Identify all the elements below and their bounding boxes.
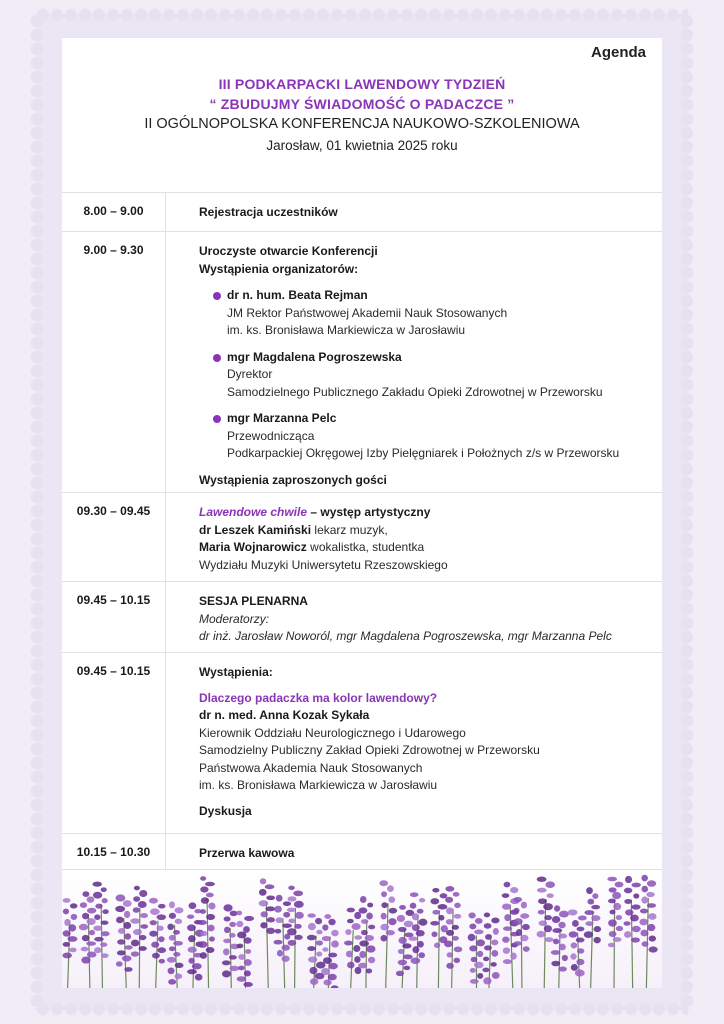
performer-name: Maria Wojnarowicz bbox=[199, 540, 307, 554]
row-content bbox=[166, 582, 662, 654]
row-time: 09.45 – 10.15 bbox=[62, 582, 166, 652]
performance-title: Lawendowe chwile bbox=[199, 505, 308, 519]
row-content bbox=[166, 232, 662, 497]
row-time: 09.30 – 09.45 bbox=[62, 493, 166, 581]
conference-date-place: Jarosław, 01 kwietnia 2025 roku bbox=[266, 138, 458, 153]
scallop-border-left bbox=[30, 14, 44, 1010]
moderators-label: Moderatorzy: bbox=[199, 611, 270, 626]
row-time: 09.45 – 10.15 bbox=[62, 653, 166, 833]
agenda-row bbox=[62, 833, 662, 870]
agenda-row bbox=[62, 192, 662, 231]
agenda-table bbox=[62, 192, 662, 870]
agenda-label: Agenda bbox=[590, 44, 646, 61]
speaker-affiliation: im. ks. Bronisława Markiewicza w Jarosławiu bbox=[227, 323, 466, 337]
row-content bbox=[166, 653, 662, 828]
discussion-label: Dyskusja bbox=[199, 803, 252, 818]
speaker-affiliation: Kierownik Oddziału Neurologicznego i Udarowego bbox=[199, 725, 466, 740]
speaker-name: dr n. hum. Beata Rejman bbox=[227, 288, 368, 302]
speaker-item bbox=[199, 410, 652, 463]
moderators-names: dr inż. Jarosław Noworól, mgr Magdalena Pogroszewska, mgr Marzanna Pelc bbox=[199, 629, 612, 643]
bullet-dot-icon bbox=[213, 415, 221, 423]
scallop-border-bottom bbox=[36, 1002, 688, 1016]
speaker-item bbox=[199, 349, 652, 402]
agenda-page bbox=[62, 38, 662, 988]
agenda-row bbox=[62, 492, 662, 581]
talk-title: Dlaczego padaczka ma kolor lawendowy? bbox=[199, 690, 438, 705]
row-title: Wystąpienia: bbox=[199, 665, 273, 679]
speaker-name: mgr Magdalena Pogroszewska bbox=[227, 349, 402, 364]
speaker-item bbox=[199, 287, 652, 340]
lavender-flowers-image bbox=[62, 870, 662, 988]
speaker-affiliation: im. ks. Bronisława Markiewicza w Jarosławiu bbox=[199, 778, 438, 792]
performer-affiliation: Wydziału Muzyki Uniwersytetu Rzeszowskiego bbox=[199, 557, 448, 572]
performer-line bbox=[199, 539, 652, 557]
event-slogan: “ ZBUDUJMY ŚWIADOMOŚĆ O PADACZCE ” bbox=[209, 96, 515, 112]
speaker-affiliation: Państwowa Akademia Nauk Stosowanych bbox=[199, 760, 423, 775]
bullet-dot-icon bbox=[213, 354, 221, 362]
speaker-role: Przewodnicząca bbox=[227, 428, 315, 443]
agenda-row bbox=[62, 652, 662, 833]
agenda-row bbox=[62, 231, 662, 492]
row-title: Rejestracja uczestników bbox=[199, 205, 338, 219]
performer-line bbox=[199, 522, 652, 540]
row-time: 9.00 – 9.30 bbox=[62, 232, 166, 492]
speaker-role: JM Rektor Państwowej Akademii Nauk Stosowanych bbox=[227, 305, 508, 320]
document-header bbox=[62, 74, 662, 156]
row-title: Uroczyste otwarcie Konferencji bbox=[199, 244, 378, 258]
bullet-dot-icon bbox=[213, 292, 221, 300]
agenda-row bbox=[62, 581, 662, 652]
speaker-name: mgr Marzanna Pelc bbox=[227, 411, 337, 425]
speaker-name: dr n. med. Anna Kozak Sykała bbox=[199, 708, 370, 722]
scallop-border-right bbox=[680, 14, 694, 1010]
speaker-affiliation: Podkarpackiej Okręgowej Izby Pielęgniarek i Położnych z/s w Przeworsku bbox=[227, 446, 620, 460]
row-content bbox=[166, 193, 662, 230]
row-time: 8.00 – 9.00 bbox=[62, 193, 166, 231]
performance-desc: – występ artystyczny bbox=[307, 505, 431, 519]
performer-role: lekarz muzyk, bbox=[311, 522, 388, 537]
row-content bbox=[166, 834, 662, 871]
speaker-role: Dyrektor bbox=[227, 367, 273, 381]
performance-line bbox=[199, 504, 652, 522]
guests-note: Wystąpienia zaproszonych gości bbox=[199, 472, 387, 487]
scallop-border-top bbox=[36, 8, 688, 22]
row-title: SESJA PLENARNA bbox=[199, 594, 308, 608]
performer-name: dr Leszek Kamiński bbox=[199, 522, 312, 537]
row-subtitle: Wystąpienia organizatorów: bbox=[199, 261, 359, 276]
performer-role: wokalistka, studentka bbox=[306, 540, 425, 554]
row-time: 10.15 – 10.30 bbox=[62, 834, 166, 869]
conference-name: II OGÓLNOPOLSKA KONFERENCJA NAUKOWO-SZKOLENIOWA bbox=[144, 116, 580, 132]
row-content bbox=[166, 493, 662, 582]
speaker-affiliation: Samodzielnego Publicznego Zakładu Opieki Zdrowotnej w Przeworsku bbox=[227, 384, 603, 399]
row-title: Przerwa kawowa bbox=[199, 846, 295, 860]
speaker-affiliation: Samodzielny Publiczny Zakład Opieki Zdrowotnej w Przeworsku bbox=[199, 743, 540, 757]
event-title: III PODKARPACKI LAWENDOWY TYDZIEŃ bbox=[218, 76, 506, 92]
